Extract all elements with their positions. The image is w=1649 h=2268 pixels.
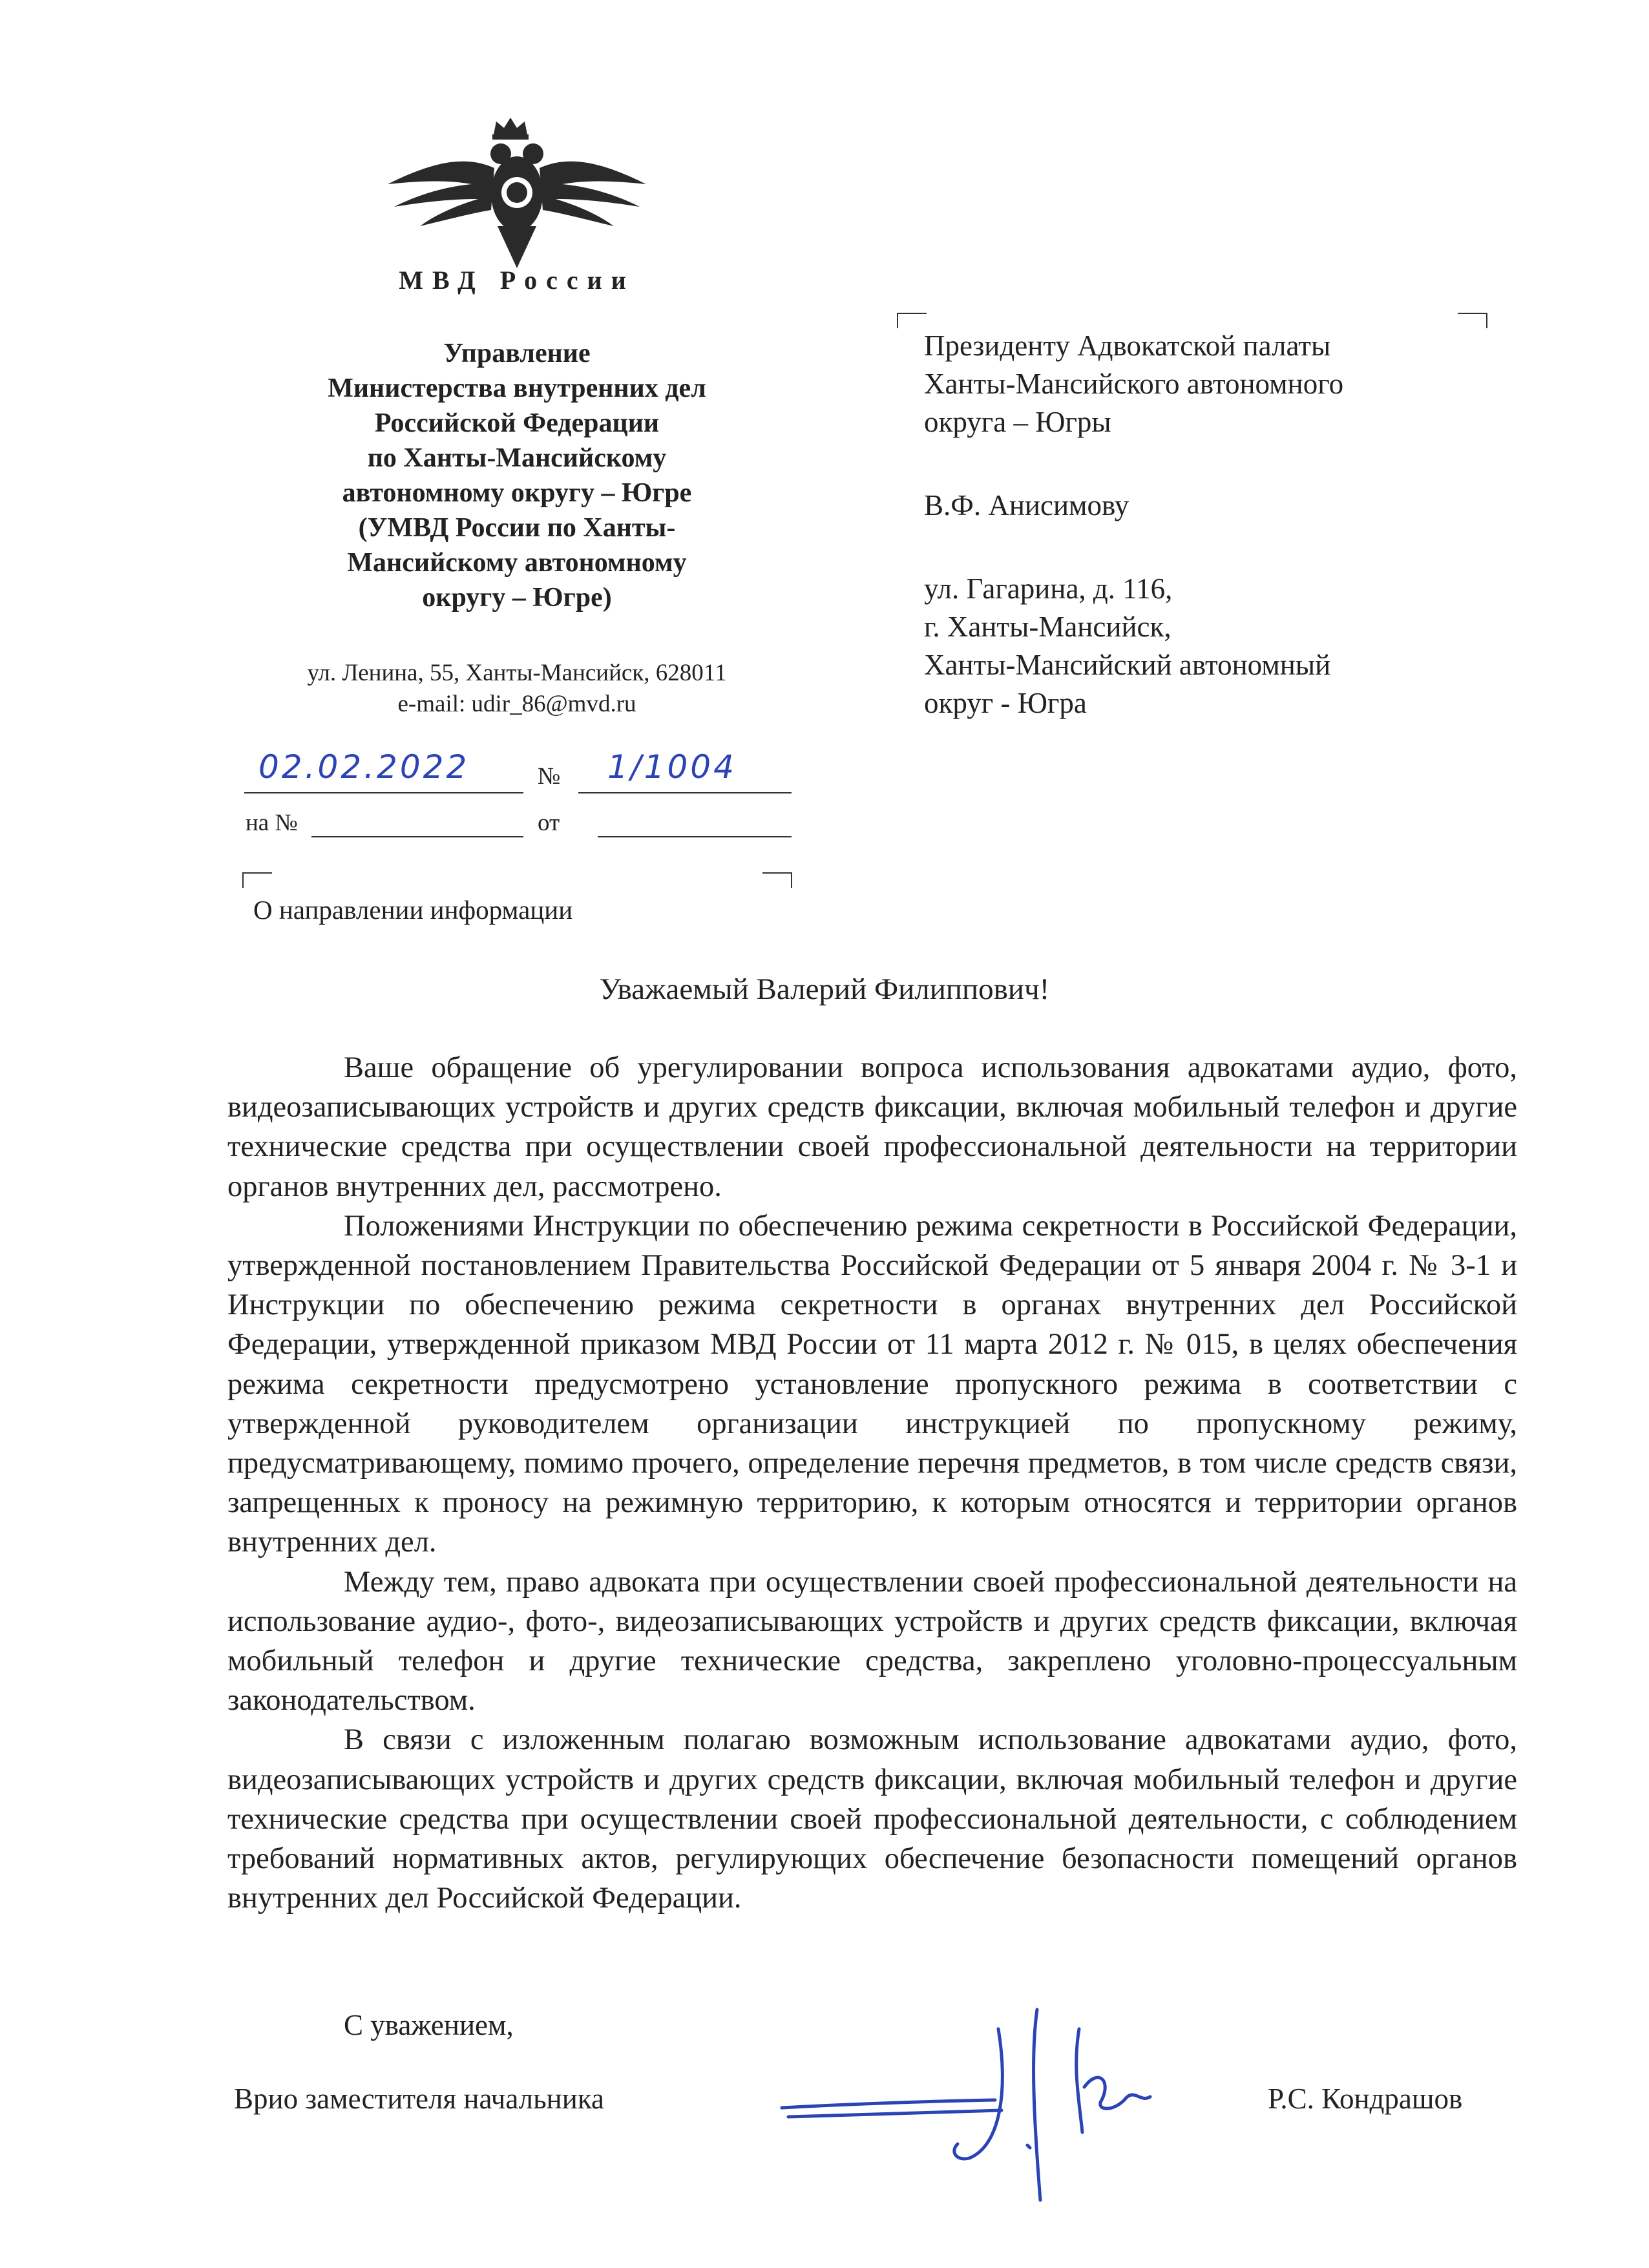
- recipient-line: округ - Югра: [924, 687, 1087, 719]
- number-underline: [578, 792, 792, 793]
- sender-address: ул. Ленина, 55, Ханты-Мансийск, 628011: [307, 660, 727, 686]
- subject-line: О направлении информации: [253, 895, 573, 925]
- closing-phrase: С уважением,: [344, 2009, 514, 2041]
- recipient-line: [924, 441, 1506, 487]
- department-line: Министерства внутренних дел: [328, 373, 706, 403]
- body-paragraph: Положениями Инструкции по обеспечению режима секретности в Российской Федерации, утвержденной постановлением Правительства Российской Федерации от 5 января 2004 г. № 3-1 и Инструкции по обеспечению режима секретности в органах внутренних дел Российской Федерации, утвержденной приказом МВД России от 11 марта 2012 г. № 015, в целях обеспечения режима секретности предусмотрено установление пропускного режима в соответствии с утвержденной руководителем организации инструкцией по пропускному режиму, предусматривающему, помимо прочего, определение перечня предметов, в том числе средств связи, запрещенных к проносу на режимную территорию, к которым относятся и территории органов внутренних дел.: [227, 1209, 1517, 1559]
- ministry-short-name: МВД России: [399, 266, 635, 295]
- handwritten-date: 02.02.2022: [258, 748, 470, 786]
- date-underline: [244, 792, 523, 793]
- handwritten-number: 1/1004: [607, 748, 737, 786]
- number-label: №: [538, 763, 561, 790]
- recipient-block: [924, 327, 1506, 722]
- body-paragraph: Ваше обращение об урегулировании вопроса использования адвокатами аудио, фото, видеозаписывающих устройств и других средств фиксации, включая мобильный телефон и другие технические средства при осуществлении своей профессиональной деятельности на территории органов внутренних дел, рассмотрено.: [227, 1051, 1517, 1203]
- body-paragraph: В связи с изложенным полагаю возможным использование адвокатами аудио, фото, видеозаписывающих устройств и других средств фиксации, включая мобильный телефон и другие технические средства при осуществлении своей профессиональной деятельности, с соблюдением требований нормативных актов, регулирующих обеспечение безопасности помещений органов внутренних дел Российской Федерации.: [227, 1723, 1517, 1915]
- department-line: Мансийскому автономному: [347, 548, 687, 578]
- department-line: (УМВД России по Ханты-: [358, 513, 676, 543]
- recipient-line: ул. Гагарина, д. 116,: [924, 572, 1173, 605]
- body-paragraph: Между тем, право адвоката при осуществлении своей профессиональной деятельности на использование аудио-, фото-, видеозаписывающих устройств и других средств фиксации, включая мобильный телефон и другие технические средства, закреплено уголовно-процессуальным законодательством.: [227, 1565, 1517, 1717]
- signatory-name: Р.С. Кондрашов: [1268, 2083, 1463, 2115]
- department-line: автономному округу – Югре: [342, 478, 692, 508]
- department-line: округу – Югре): [422, 583, 612, 613]
- sender-email: e-mail: udir_86@mvd.ru: [397, 691, 636, 717]
- department-line: Российской Федерации: [374, 408, 660, 438]
- department-line: по Ханты-Мансийскому: [367, 443, 667, 473]
- subject-corner-right: [762, 872, 792, 888]
- in-reply-underline: [311, 836, 523, 837]
- recipient-line: округа – Югры: [924, 406, 1111, 438]
- sender-address-block: [220, 658, 814, 720]
- subject-corner-left: [242, 872, 272, 888]
- salutation: Уважаемый Валерий Филиппович!: [599, 972, 1050, 1006]
- from-underline: [598, 836, 792, 837]
- from-label: от: [538, 810, 560, 836]
- recipient-corner-right: [1458, 313, 1487, 328]
- recipient-line: Ханты-Мансийский автономный: [924, 649, 1331, 681]
- signatory-title: Врио заместителя начальника: [234, 2083, 604, 2115]
- recipient-line: [924, 525, 1506, 570]
- recipient-line: Президенту Адвокатской палаты: [924, 330, 1331, 362]
- recipient-corner-left: [897, 313, 927, 328]
- recipient-name: В.Ф. Анисимову: [924, 489, 1129, 521]
- eagle-emblem-icon: [381, 116, 653, 271]
- department-line: Управление: [443, 339, 591, 368]
- in-reply-label: на №: [246, 810, 298, 836]
- department-name: [246, 336, 788, 615]
- recipient-line: г. Ханты-Мансийск,: [924, 611, 1171, 643]
- recipient-line: Ханты-Мансийского автономного: [924, 368, 1344, 400]
- handwritten-signature-icon: [775, 1990, 1176, 2203]
- letter-body: [227, 1048, 1517, 1918]
